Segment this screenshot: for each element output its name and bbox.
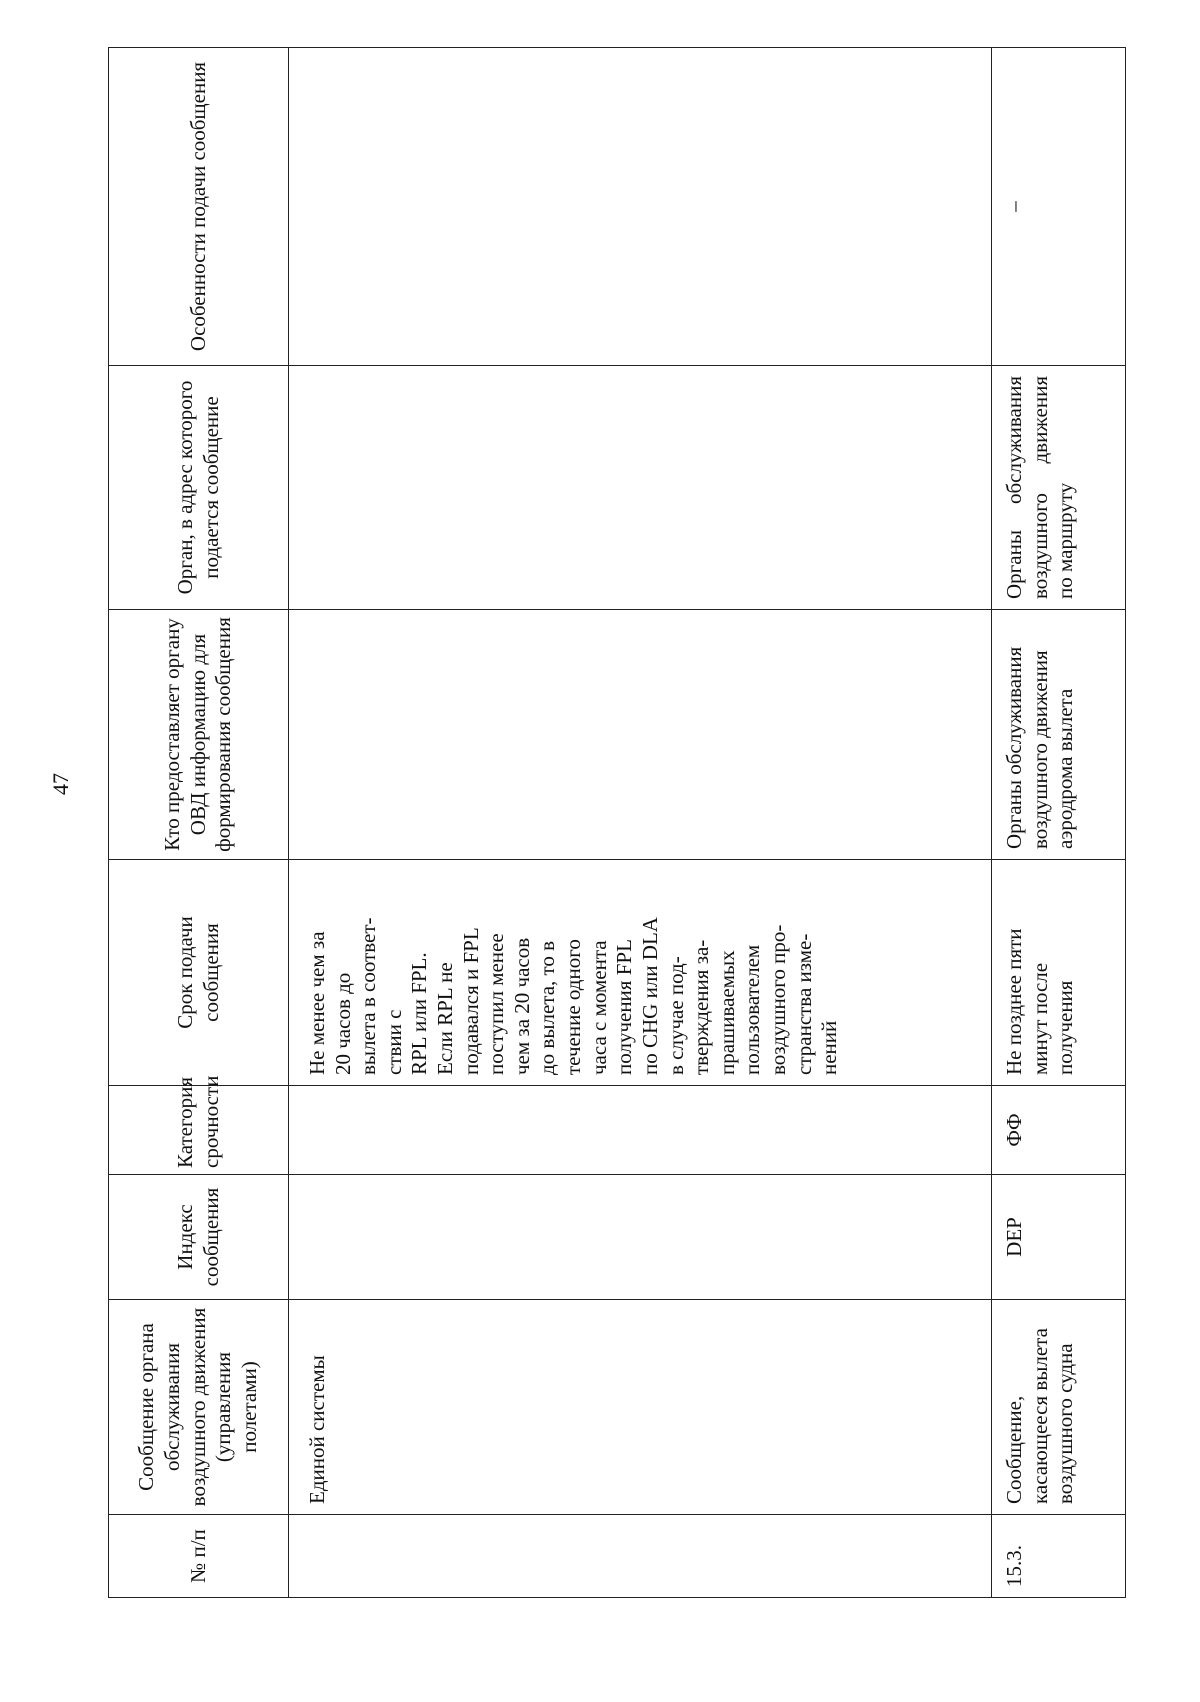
cell-recipient-empty [289, 366, 992, 610]
deadline-line: вылета в соответ- [356, 917, 381, 1075]
deadline-line: ствии с [381, 1009, 406, 1075]
deadline-line: подавался и FPL [458, 927, 483, 1075]
cell-urgency: ФФ [992, 1086, 1126, 1175]
deadline-line: странства изме- [791, 933, 816, 1075]
cell-number: 15.3. [992, 1515, 1126, 1598]
cell-deadline-continued [289, 860, 992, 1086]
cell-urgency-empty [289, 1086, 992, 1175]
deadline-line: нений [817, 1020, 842, 1075]
deadline-line: 20 часов до [330, 972, 355, 1075]
deadline-line: пользователем [740, 944, 765, 1075]
header-provider: Кто предоставляет органу ОВД информацию для формирования сообщения [109, 610, 289, 860]
header-index: Индекс сообщения [109, 1175, 289, 1300]
deadline-line: по CHG или DLA [637, 917, 662, 1075]
deadline-line: поступил менее [484, 933, 509, 1075]
header-message: Сообщение органа обслуживания воздушного движения (управления полетами) [109, 1300, 289, 1515]
deadline-line: прашиваемых [714, 950, 739, 1075]
deadline-lines [305, 870, 843, 1075]
header-deadline: Срок подачи сообщения [109, 860, 289, 1086]
cell-provider: Органы обслуживания воздушного движения аэродрома вылета [992, 610, 1126, 860]
cell-provider-empty [289, 610, 992, 860]
cell-number-empty [289, 1515, 992, 1598]
cell-message-continued: Единой системы [289, 1300, 992, 1515]
cell-deadline: Не позднее пяти минут после получения [992, 860, 1126, 1086]
cell-message: Сообщение, касающееся вылета воздушного судна [992, 1300, 1126, 1515]
deadline-line: получения FPL [612, 939, 637, 1075]
deadline-line: RPL или FPL. [407, 952, 432, 1075]
deadline-line: чем за 20 часов [509, 937, 534, 1075]
header-recipient: Орган, в адрес которого подается сообщение [109, 366, 289, 610]
deadline-line: тверждения за- [689, 939, 714, 1075]
header-features: Особенности подачи сообщения [109, 48, 289, 366]
cell-features: – [992, 48, 1126, 366]
table-row-continued [289, 48, 992, 1598]
header-number: № п/п [109, 1515, 289, 1598]
message-table [108, 47, 1126, 1598]
header-row [109, 48, 289, 1598]
deadline-line: Если RPL не [433, 962, 458, 1075]
cell-recipient: Органы обслуживания воздушного движения по маршруту [992, 366, 1126, 610]
cell-index: DEP [992, 1175, 1126, 1300]
deadline-line: Не менее чем за [305, 931, 329, 1075]
deadline-line: до вылета, то в [535, 940, 560, 1075]
cell-features-empty [289, 48, 992, 366]
deadline-line: воздушного про- [765, 924, 790, 1075]
page-number: 47 [48, 773, 73, 795]
rotated-table-container [108, 48, 1094, 1598]
cell-index-empty [289, 1175, 992, 1300]
deadline-line: в случае под- [663, 956, 688, 1075]
deadline-line: часа с момента [586, 940, 611, 1075]
header-urgency: Категория срочности [109, 1086, 289, 1175]
deadline-line: течение одного [561, 939, 586, 1075]
document-frame [108, 48, 1094, 1598]
table-row-15-3 [992, 48, 1126, 1598]
